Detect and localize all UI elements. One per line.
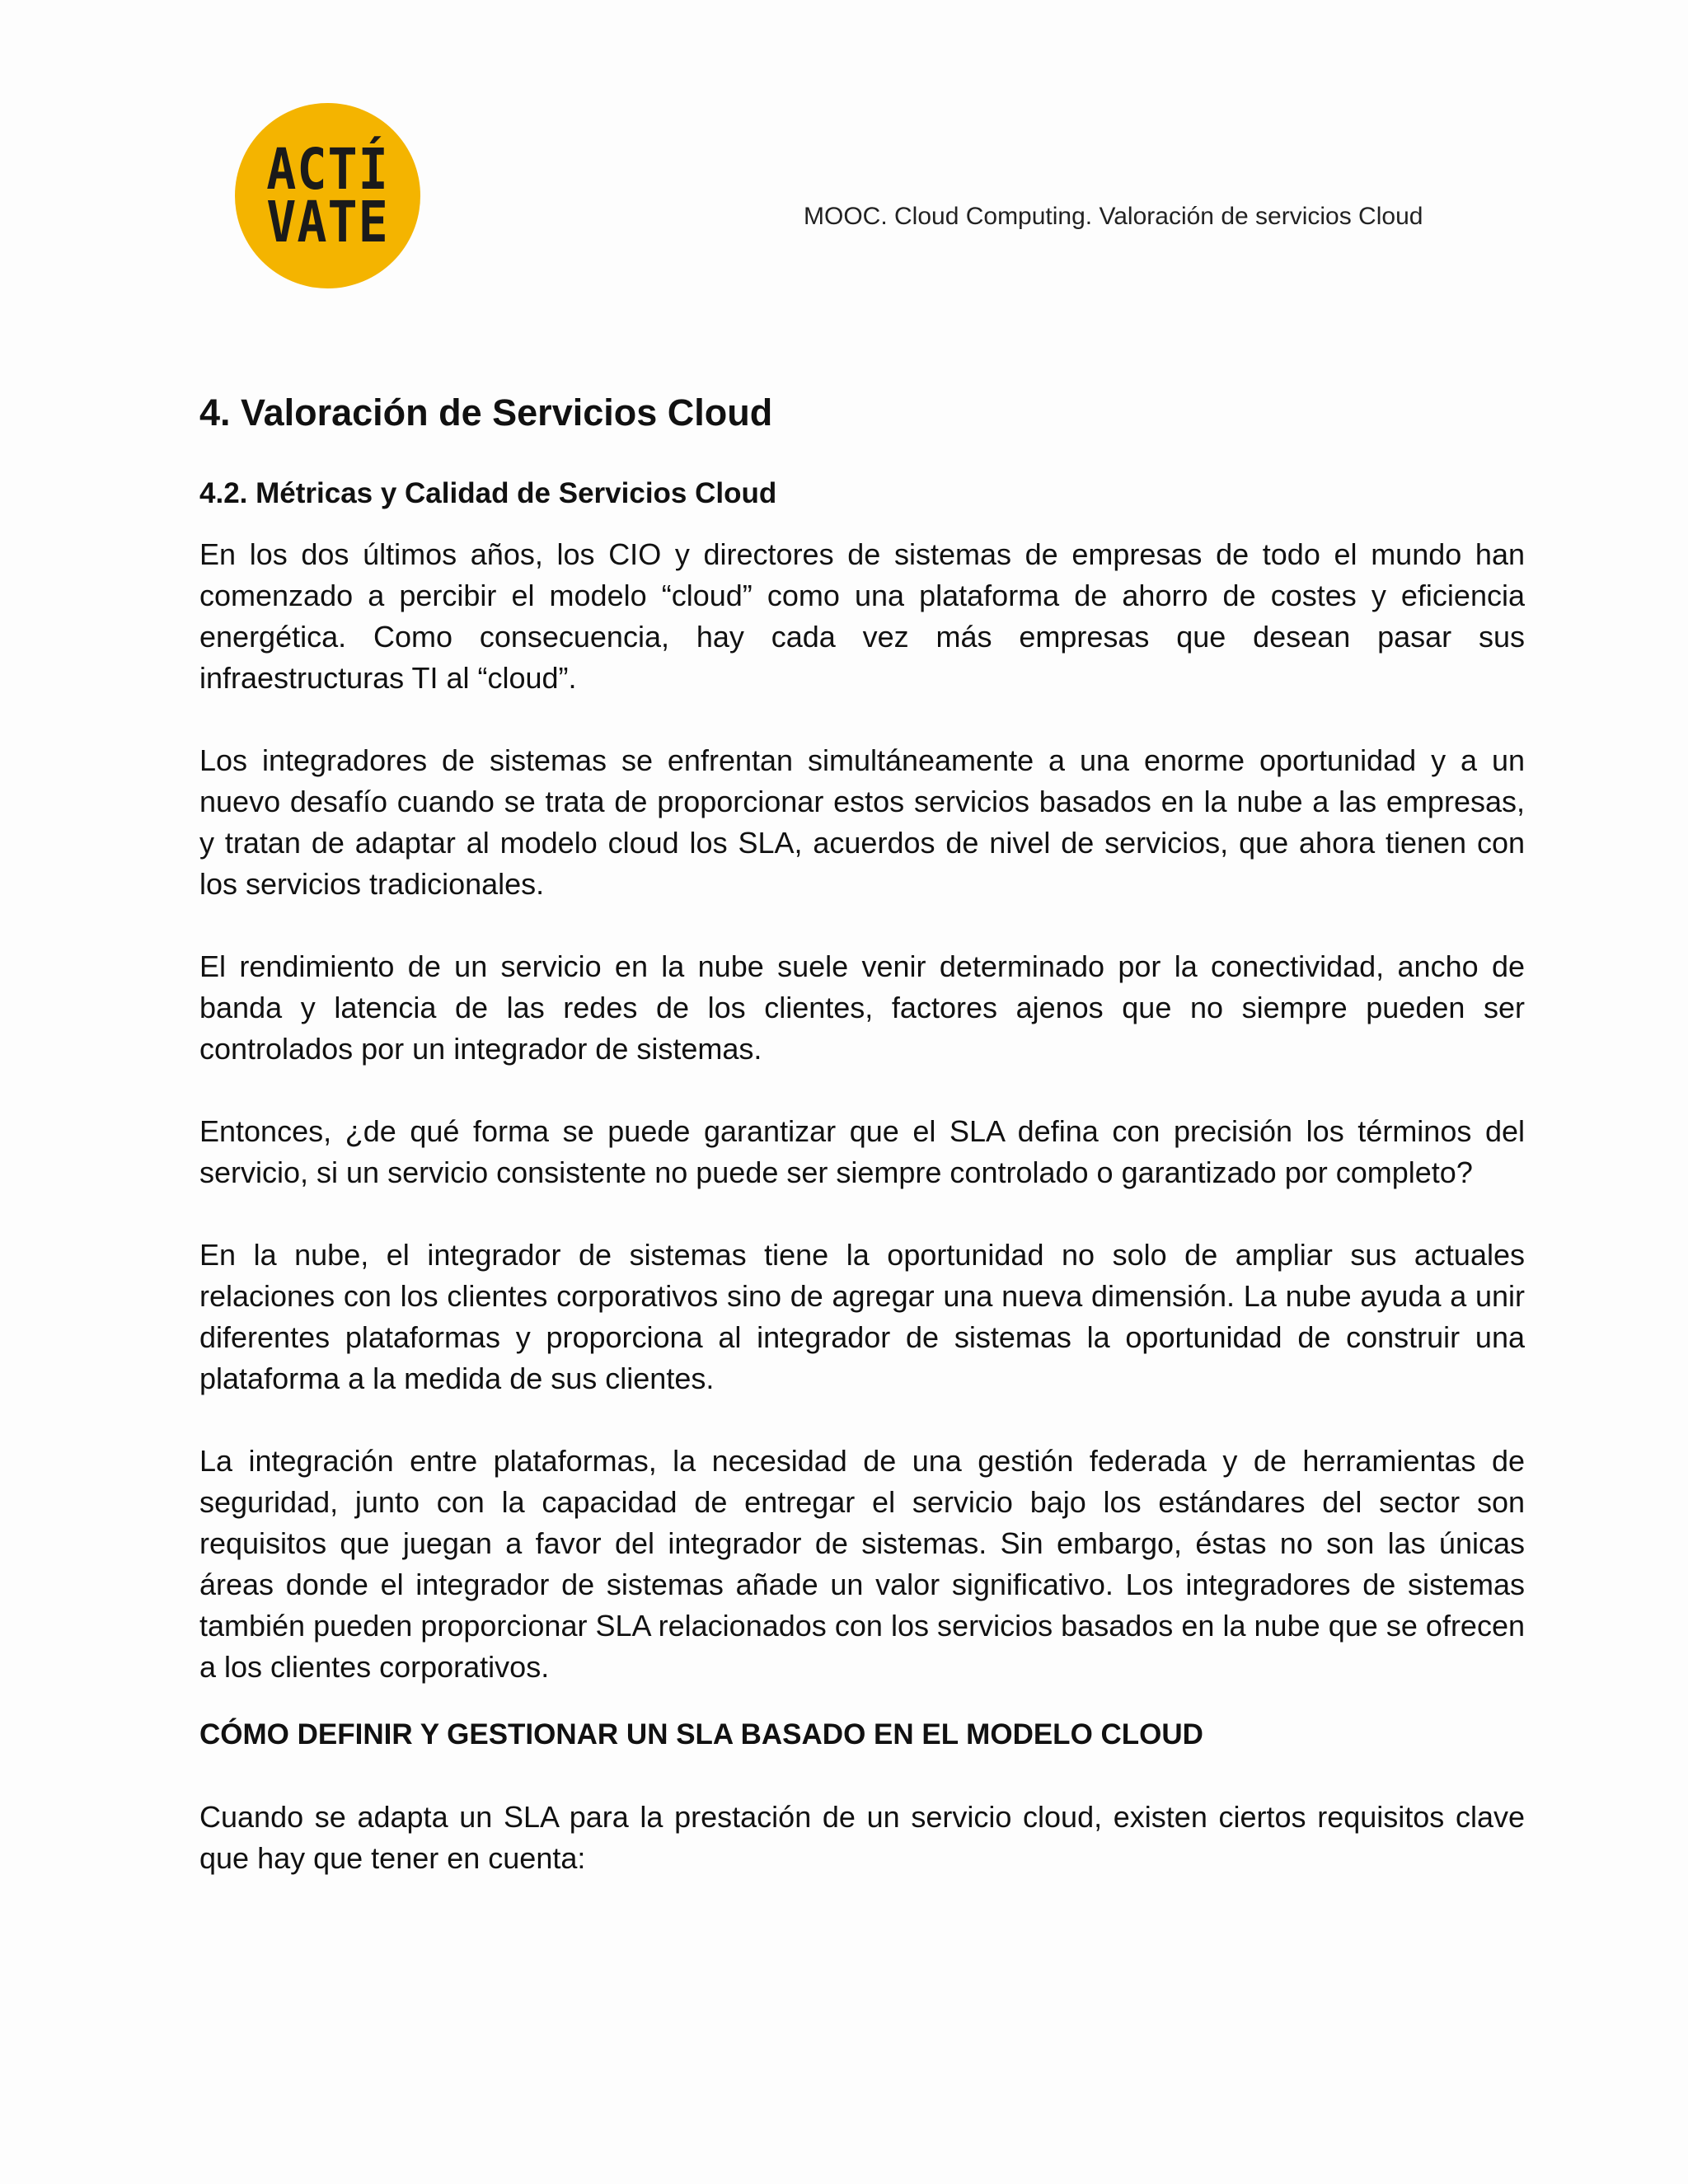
paragraph: En los dos últimos años, los CIO y directores de sistemas de empresas de todo el mundo han comenzado a percibir el modelo “cloud” como una plataforma de ahorro de costes y eficiencia energética. Como consecuencia, hay cada vez más empresas que desean pasar sus infraestructuras TI al “cloud”. xyxy=(199,537,1525,695)
document-body xyxy=(199,387,1525,1879)
section-subheading: 4.2. Métricas y Calidad de Servicios Cloud xyxy=(199,477,777,509)
paragraph: Los integradores de sistemas se enfrentan simultáneamente a una enorme oportunidad y a un nuevo desafío cuando se trata de proporcionar estos servicios basados en la nube a las empresas, y tratan de adaptar al modelo cloud los SLA, acuerdos de nivel de servicios, que ahora tienen con los servicios tradicionales. xyxy=(199,743,1525,901)
logo-text-line-2: VATE xyxy=(266,189,389,255)
page-title: 4. Valoración de Servicios Cloud xyxy=(199,391,773,434)
activate-logo xyxy=(235,103,420,288)
header-title: MOOC. Cloud Computing. Valoración de servicios Cloud xyxy=(804,203,1423,230)
paragraph: Entonces, ¿de qué forma se puede garantizar que el SLA defina con precisión los términos del servicio, si un servicio consistente no puede ser siempre controlado o garantizado por completo? xyxy=(199,1114,1525,1189)
paragraph: En la nube, el integrador de sistemas tiene la oportunidad no solo de ampliar sus actuales relaciones con los clientes corporativos sino de agregar una nueva dimensión. La nube ayuda a unir diferentes plataformas y proporciona al integrador de sistemas la oportunidad de construir una plataforma a la medida de sus clientes. xyxy=(199,1238,1525,1395)
logo-text-line-1: ACTÍ xyxy=(266,136,389,203)
paragraph: El rendimiento de un servicio en la nube suele venir determinado por la conectividad, ancho de banda y latencia de las redes de los clientes, factores ajenos que no siempre pueden ser controlados por un integrador de sistemas. xyxy=(199,949,1525,1066)
final-paragraph: Cuando se adapta un SLA para la prestación de un servicio cloud, existen ciertos requisitos clave que hay que tener en cuenta: xyxy=(199,1800,1525,1875)
section-heading: CÓMO DEFINIR Y GESTIONAR UN SLA BASADO EN EL MODELO CLOUD xyxy=(199,1718,1203,1750)
paragraph: La integración entre plataformas, la necesidad de una gestión federada y de herramientas de seguridad, junto con la capacidad de entregar el servicio bajo los estándares del sector son requisitos que juegan a favor del integrador de sistemas. Sin embargo, éstas no son las únicas áreas donde el integrador de sistemas añade un valor significativo. Los integradores de sistemas también pueden proporcionar SLA relacionados con los servicios basados en la nube que se ofrecen a los clientes corporativos. xyxy=(199,1444,1525,1684)
